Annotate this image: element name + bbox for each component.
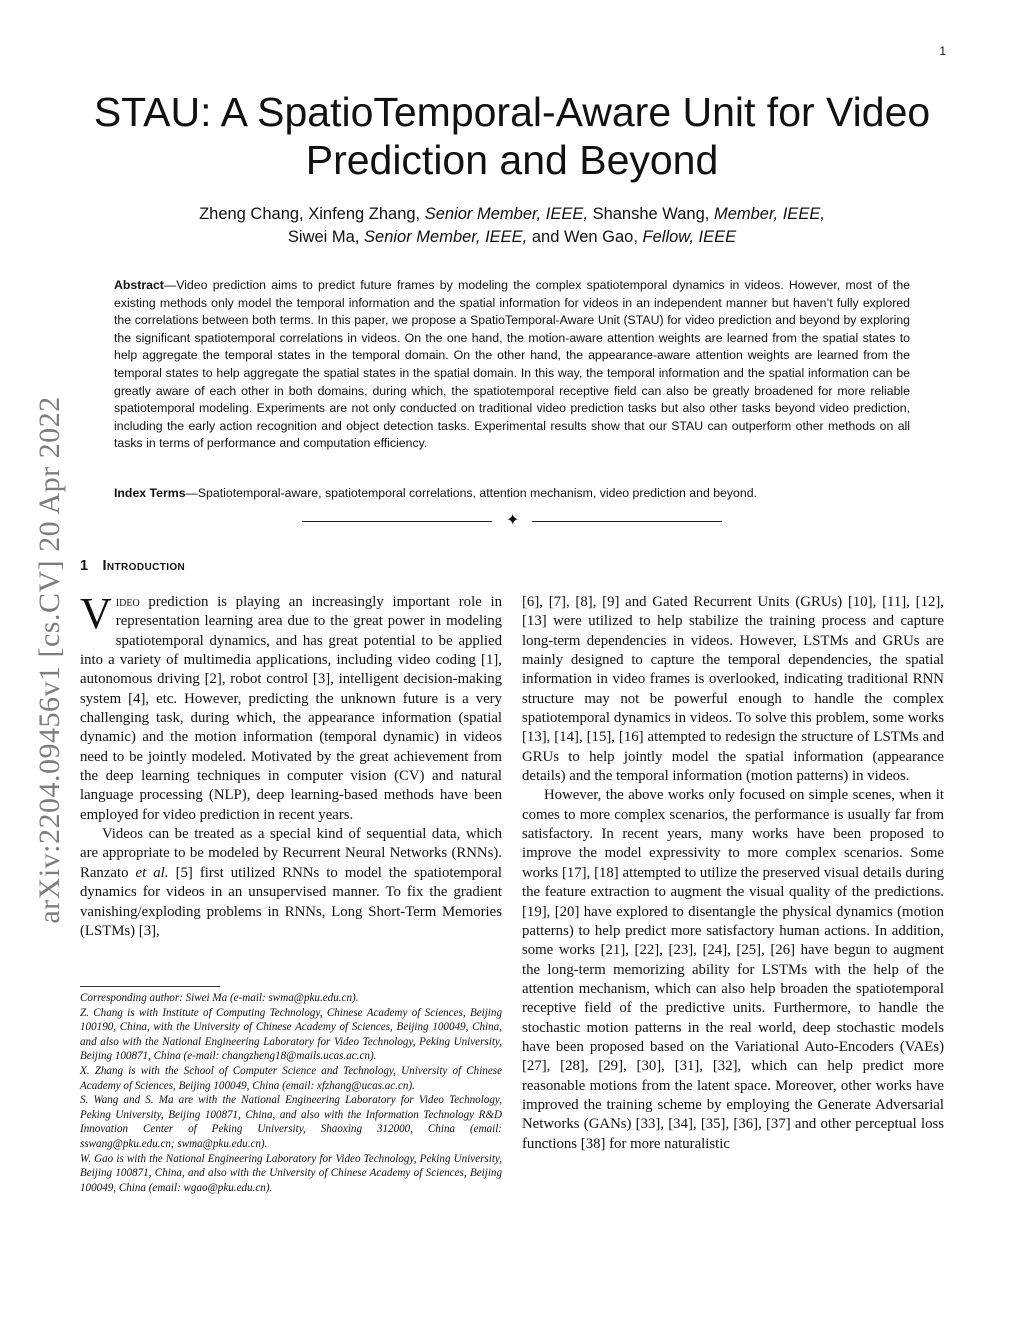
index-terms (114, 485, 910, 503)
drop-cap-continuation: ideo (115, 594, 140, 610)
index-terms-text: —Spatiotemporal-aware, spatiotemporal correlations, attention mechanism, video prediction and beyond. (185, 486, 757, 500)
intro-paragraph-1 (80, 589, 502, 825)
footnote-corresponding: Corresponding author: Siwei Ma (e-mail: swma@pku.edu.cn). (80, 992, 359, 1004)
page-number: 1 (939, 44, 946, 58)
drop-cap: V (80, 589, 112, 638)
author-role-4: Fellow, IEEE (642, 228, 737, 246)
divider-line-left (302, 521, 492, 522)
footnote-w-gao: W. Gao is with the National Engineering Laboratory for Video Technology, Peking University, Beijing 100871, China, and also with the University of Chinese Academy of Sciences, Beijing 100049, China (email: wgao@pku.edu.cn). (80, 1152, 502, 1194)
section-divider (302, 512, 722, 532)
author-names-1: Zheng Chang, Xinfeng Zhang, (199, 205, 425, 223)
author-names-3: Siwei Ma, (287, 228, 365, 246)
abstract-text: —Video prediction aims to predict future frames by modeling the complex spatiotemporal dynamics in videos. However, most of the existing methods only model the temporal information and the spatial information for videos in an independent manner but haven’t fully explored the correlations between both terms. In this paper, we propose a SpatioTemporal-Aware Unit (STAU) for video prediction and beyond by exploring the significant spatiotemporal correlations in videos. On the one hand, the motion-aware attention weights are learned from the spatial states to help aggregate the temporal states in the temporal domain. On the other hand, the appearance-aware attention weights are learned from the temporal states to help aggregate the spatial states in the spatial domain. In this way, the temporal information and the spatial information can be greatly aware of each other in both domains, during which, the spatiotemporal receptive field can also be greatly broadened for more reliable spatiotemporal modeling. Experiments are not only conducted on traditional video prediction tasks but also other tasks beyond video prediction, including the early action recognition and object detection tasks. Experimental results show that our STAU can outperform other methods on all tasks in terms of performance and computation efficiency. (114, 278, 910, 451)
abstract (114, 277, 910, 453)
divider-diamond-icon: ✦ (506, 512, 520, 529)
footnote-rule (80, 986, 220, 987)
footnotes (80, 991, 502, 1195)
abstract-label: Abstract (114, 278, 164, 292)
footnote-wang-ma: S. Wang and S. Ma are with the National Engineering Laboratory for Video Technology, Peking University, Beijing 100871, China, and also with the Information Technology R&D Innovation Center of Peking University, Shaoxing 312000, China (email: sswang@pku.edu.cn; swma@pku.edu.cn). (80, 1094, 502, 1150)
index-terms-label: Index Terms (114, 486, 186, 500)
right-column (522, 593, 944, 1154)
section-heading (80, 558, 185, 574)
author-names-2: Shanshe Wang, (587, 205, 714, 223)
intro-paragraph-2 (80, 825, 502, 941)
footnote-z-chang: Z. Chang is with Institute of Computing Technology, Chinese Academy of Sciences, Beijing 100190, China, with the University of Chinese Academy of Sciences, Beijing 100049, China, and also with the National Engineering Laboratory for Video Technology, Peking University, Beijing 100871, China (e-mail: changzheng18@mails.ucas.ac.cn). (80, 1006, 502, 1063)
et-al: et al. (135, 864, 169, 881)
paper-title: STAU: A SpatioTemporal-Aware Unit for Video Prediction and Beyond (93, 89, 931, 183)
author-role-3: Senior Member, IEEE, (364, 228, 528, 246)
author-line-1 (80, 203, 944, 226)
left-column (80, 589, 502, 941)
author-role-1: Senior Member, IEEE, (424, 205, 588, 223)
intro-paragraph-2-text-a: Videos can be treated as a special kind of sequential data, which are appropriate to be modeled by Recurrent Neural Networks (RNNs). Ranzato (80, 826, 502, 881)
author-names-4: and Wen Gao, (527, 228, 643, 246)
section-title: Introduction (102, 558, 186, 574)
right-paragraph-2: However, the above works only focused on simple scenes, when it comes to more complex scenarios, the performance is usually far from satisfactory. In recent years, many works have been proposed to improve the model expressivity to more complex scenarios. Some works [17], [18] attempted to utilize the preserved visual details during the feature extraction to augment the visual quality of the predictions. [19], [20] have explored to disentangle the physical dynamics (motion patterns) to help predict more satisfactory human actions. In addition, some works [21], [22], [23], [24], [25], [26] have begun to augment the long-term memorizing ability for LSTMs with the help of the attention mechanism, which can also help broaden the spatiotemporal receptive field of the predictive units. Furthermore, to handle the stochastic motion patterns in the real world, deep stochastic models have been proposed based on the Variational Auto-Encoders (VAEs) [27], [28], [29], [30], [31], [32], which can help predict more reasonable motions from the latent space. Moreover, other works have improved the training scheme by employing the Generate Adversarial Networks (GANs) [33], [34], [35], [36], [37] and other perceptual loss functions [38] for more naturalistic (522, 787, 944, 1152)
intro-paragraph-1-text: prediction is playing an increasingly important role in representation learning area due to the great power in modeling spatiotemporal dynamics, and has great potential to be applied into a variety of multimedia applications, including video coding [1], autonomous driving [2], robot control [3], intelligent decision-making system [4], etc. However, predicting the unknown future is a very challenging task, during which, the appearance information (spatial dynamic) and the motion information (temporal dynamic) in videos need to be jointly modeled. Motivated by the great achievement from the deep learning techniques in computer vision (CV) and natural language processing (NLP), deep learning-based methods have been employed for video prediction in recent years. (80, 594, 502, 823)
author-line-2 (80, 226, 944, 249)
footnote-x-zhang: X. Zhang is with the School of Computer Science and Technology, University of Chinese Academy of Sciences, Beijing 100049, China (email: xfzhang@ucas.ac.cn). (80, 1064, 502, 1092)
author-list (80, 203, 944, 249)
intro-paragraph-2-text-b: [5] first utilized RNNs to model the spatiotemporal dynamics for videos in an unsupervised manner. To fix the gradient vanishing/exploding problems in RNNs, Long Short-Term Memories (LSTMs) [3], (80, 864, 502, 939)
section-number: 1 (80, 558, 89, 574)
arxiv-side-stamp: arXiv:2204.09456v1 [cs.CV] 20 Apr 2022 (33, 396, 66, 924)
author-role-2: Member, IEEE, (713, 205, 825, 223)
right-paragraph-1: [6], [7], [8], [9] and Gated Recurrent Units (GRUs) [10], [11], [12], [13] were utilized to help stabilize the training process and capture long-term dependencies in videos. However, LSTMs and GRUs are mainly designed to capture the temporal dependencies, the spatial information in video frames is overlooked, indicating traditional RNN structure may not be powerful enough to handle the complex spatiotemporal dynamics in videos. To solve this problem, some works [13], [14], [15], [16] attempted to redesign the structure of LSTMs and GRUs to help jointly model the spatial information (appearance details) and the temporal information (motion patterns) in videos. (522, 594, 944, 785)
divider-line-right (532, 521, 722, 522)
